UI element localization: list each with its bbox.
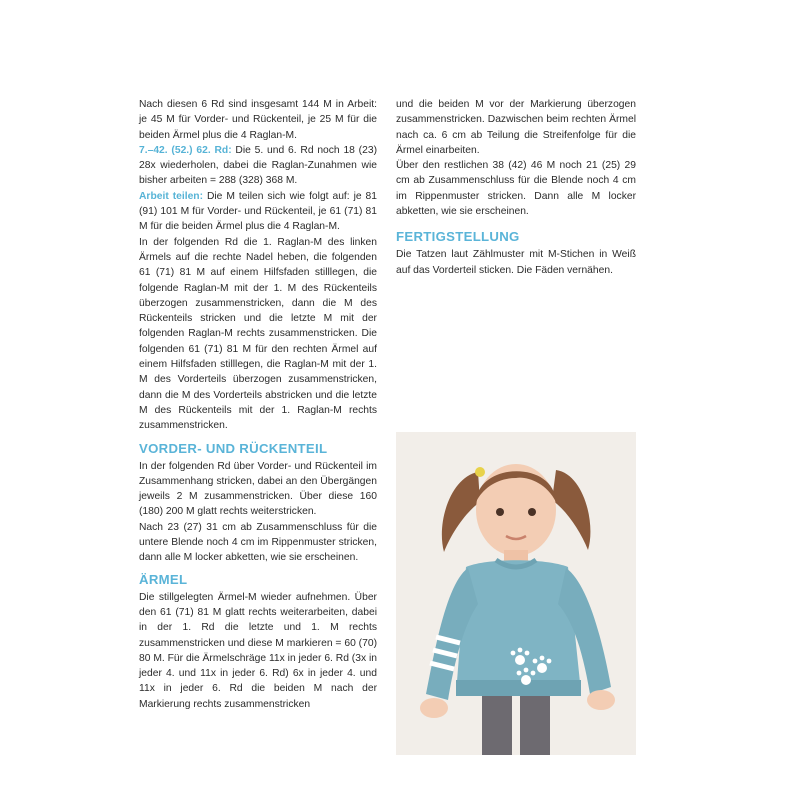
paragraph: In der folgenden Rd über Vorder- und Rückenteil im Zusammenhang stricken, dabei an den Übergängen jeweils 2 M zusammenstricken. Über diese 160 (180) 200 M glatt rechts weiterstricken. [139, 460, 377, 518]
left-text-column [139, 97, 377, 712]
paragraph: Die stillgelegten Ärmel-M wieder aufnehmen. Über den 61 (71) 81 M glatt rechts weiterarbeiten, dabei in der 1. Rd die letzte und 1. M rechts zusammenstricken und diese M markieren = 60 (70) 80 M. Für die Ärmelschräge 11x in jeder 6. Rd (3x in jeder 4. und 11x in jeder 6. Rd) 6x in jeder 4. und 11x in jeder 6. Rd die beiden M nach der Markierung rechts zusammenstricken [139, 591, 377, 710]
hair-tie [475, 467, 485, 477]
instruction-label: 7.–42. (52.) 62. Rd: [139, 144, 232, 156]
paragraph: Die Tatzen laut Zählmuster mit M-Stichen in Weiß auf das Vorderteil sticken. Die Fäden vernähen. [396, 249, 636, 276]
paragraph: Nach 23 (27) 31 cm ab Zusammenschluss für die untere Blende noch 4 cm im Rippenmuster stricken, dann alle M locker abketten, wie sie erscheinen. [139, 521, 377, 564]
child-sweater-photo [396, 432, 636, 755]
paragraph: Über den restlichen 38 (42) 46 M noch 21 (25) 29 cm ab Zusammenschluss für die Blende noch 4 cm im Rippenmuster stricken. Dann alle M locker abketten, wie sie erscheinen. [396, 160, 636, 218]
right-eye [528, 508, 536, 516]
paragraph: In der folgenden Rd die 1. Raglan-M des linken Ärmels auf die rechte Nadel heben, die folgenden 61 (71) 81 M auf einem Hilfsfaden stilllegen, die folgende Raglan-M mit der 1. M des Rückenteils überzogen zusammenstricken, dann die M des Rückenteils stricken und die letzte M mit der folgenden Raglan-M rechts zusammenstricken. Die folgenden 61 (71) 81 M für den rechten Ärmel auf einem Hilfsfaden stilllegen, die Raglan-M mit der 1. M des Vorderteils überzogen zusammenstricken, dann die M des Vorderteils abstricken und die letzte M des Rückenteils mit der 1. Raglan-M rechts zusammenstricken. [139, 236, 377, 432]
instruction-text: Die M teilen sich wie folgt auf: je 81 (91) 101 M für Vorder- und Rückenteil, je 61 (71) 81 M für die beiden Ärmel plus die 4 Raglan-M. [139, 190, 377, 233]
right-hand [587, 690, 615, 710]
paragraph-rounds [139, 143, 377, 189]
right-text-column [396, 97, 636, 278]
left-eye [496, 508, 504, 516]
left-leg [482, 696, 512, 755]
heading-sleeve: ÄRMEL [139, 571, 188, 587]
paragraph-split [139, 189, 377, 235]
paragraph: Nach diesen 6 Rd sind insgesamt 144 M in Arbeit: je 45 M für Vorder- und Rückenteil, je 25 M für die beiden Ärmel plus die 4 Raglan-M. [139, 99, 377, 141]
paragraph: und die beiden M vor der Markierung überzogen zusammenstricken. Dazwischen beim rechten Ärmel nach ca. 6 cm ab Teilung die Streifenfolge für die Ärmel einarbeiten. [396, 99, 636, 156]
instruction-text: Die 5. und 6. Rd noch 18 (23) 28x wiederholen, dabei die Raglan-Zunahmen wie bisher arbeiten = 288 (328) 368 M. [139, 144, 377, 187]
photo-illustration [396, 432, 636, 755]
instruction-label: Arbeit teilen: [139, 190, 204, 202]
sweater-hem [456, 680, 581, 696]
right-leg [520, 696, 550, 755]
heading-body: VORDER- UND RÜCKENTEIL [139, 440, 328, 456]
left-hand [420, 698, 448, 718]
heading-finishing: FERTIGSTELLUNG [396, 229, 520, 245]
